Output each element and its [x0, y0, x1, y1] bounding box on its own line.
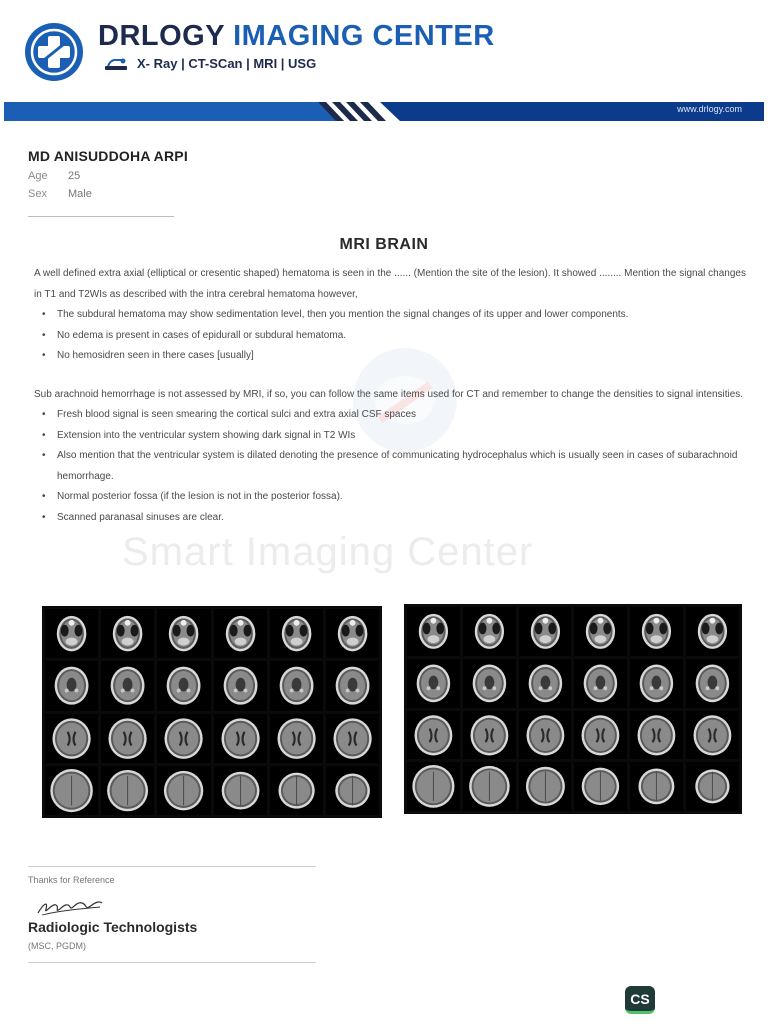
scan-slice	[519, 711, 572, 760]
brain-scan-image	[326, 661, 379, 710]
brain-scan-image	[101, 609, 154, 658]
scan-slice	[45, 766, 98, 815]
scan-slice	[101, 661, 154, 710]
scan-slice	[574, 659, 627, 708]
brain-scan-image	[101, 714, 154, 763]
brain-scan-image	[686, 607, 739, 656]
brand-name-part2: IMAGING CENTER	[233, 20, 495, 52]
scan-slice	[407, 607, 460, 656]
brain-scan-image	[574, 762, 627, 811]
brain-scan-image	[326, 766, 379, 815]
findings-paragraph-1: A well defined extra axial (elliptical or cresentic shaped) hematoma is seen in the ...... (Mention the site of the lesion). It showed ........ Mention the signal changes in T1 and T2WIs as described with the intra cerebral hematoma however,	[34, 268, 746, 300]
brain-scan-image	[214, 661, 267, 710]
brain-scan-image	[407, 659, 460, 708]
findings-list-2	[34, 405, 746, 528]
brain-scan-image	[214, 766, 267, 815]
scan-slice	[45, 714, 98, 763]
scan-slice	[326, 661, 379, 710]
brain-scan-image	[326, 714, 379, 763]
brain-scan-image	[630, 659, 683, 708]
scan-slice	[574, 607, 627, 656]
brain-scan-image	[686, 762, 739, 811]
brain-scan-image	[270, 661, 323, 710]
list-item: • Also mention that the ventricular system is dilated denoting the presence of communicating hydrocephalus which is usually seen in cases of subarachnoid hemorrhage.	[34, 446, 746, 487]
scan-slice	[686, 607, 739, 656]
scan-slice	[101, 714, 154, 763]
report-header	[0, 0, 768, 125]
list-item: • Extension into the ventricular system showing dark signal in T2 WIs	[34, 426, 746, 447]
scan-slice	[463, 607, 516, 656]
brain-scan-grid-left	[42, 606, 382, 818]
scan-slice	[45, 661, 98, 710]
list-item: • No edema is present in cases of epidurall or subdural hematoma.	[34, 326, 746, 347]
brain-scan-image	[45, 661, 98, 710]
brain-scan-image	[574, 711, 627, 760]
scan-slice	[630, 607, 683, 656]
brain-scan-image	[686, 711, 739, 760]
list-item: • The subdural hematoma may show sedimentation level, then you mention the signal changes of its upper and lower components.	[34, 305, 746, 326]
brain-scan-image	[463, 659, 516, 708]
scan-slice	[157, 766, 210, 815]
scan-slice	[686, 711, 739, 760]
scan-slice	[270, 766, 323, 815]
brain-scan-image	[686, 659, 739, 708]
brain-scan-image	[157, 661, 210, 710]
findings-list-1	[34, 305, 746, 367]
scan-slice	[407, 711, 460, 760]
brand-name-part1: DRLOGY	[98, 20, 225, 52]
patient-divider	[28, 216, 174, 217]
patient-info	[28, 148, 228, 200]
scan-slice	[686, 762, 739, 811]
list-item: • No hemosidren seen in there cases [usually]	[34, 346, 746, 367]
brain-scan-image	[45, 609, 98, 658]
scan-slice	[326, 766, 379, 815]
scan-slice	[463, 762, 516, 811]
brain-scan-image	[270, 766, 323, 815]
scan-slice	[630, 711, 683, 760]
findings-paragraph-2: Sub arachnoid hemorrhage is not assessed by MRI, if so, you can follow the same items used for CT and remember to change the densities to signal intensities.	[34, 388, 744, 400]
scan-slice	[157, 714, 210, 763]
brain-scan-grid-right	[404, 604, 742, 814]
scan-slice	[630, 762, 683, 811]
medical-cross-logo-icon	[24, 22, 84, 82]
brain-scan-image	[45, 714, 98, 763]
patient-name: MD ANISUDDOHA ARPI	[28, 148, 188, 164]
scan-slice	[45, 609, 98, 658]
header-band	[4, 102, 764, 121]
brain-scan-image	[463, 711, 516, 760]
age-label: Age	[28, 170, 48, 182]
scan-slice	[407, 762, 460, 811]
technologist-title: Radiologic Technologists	[28, 919, 198, 935]
camscanner-icon: CS	[625, 986, 655, 1014]
website-url: www.drlogy.com	[677, 104, 742, 114]
brain-scan-image	[45, 766, 98, 815]
brand-title	[98, 20, 495, 53]
scan-slice	[463, 711, 516, 760]
scan-slice	[214, 609, 267, 658]
thanks-text: Thanks for Reference	[28, 875, 115, 885]
technologist-credentials: (MSC, PGDM)	[28, 941, 86, 951]
scan-slice	[463, 659, 516, 708]
report-body	[34, 264, 746, 528]
scan-slice	[407, 659, 460, 708]
list-item: • Normal posterior fossa (if the lesion is not in the posterior fossa).	[34, 487, 746, 508]
sex-label: Sex	[28, 188, 47, 200]
brain-scan-image	[407, 762, 460, 811]
scan-slice	[270, 714, 323, 763]
scan-slice	[519, 607, 572, 656]
brain-scan-image	[519, 659, 572, 708]
scan-slice	[214, 714, 267, 763]
scan-slice	[157, 661, 210, 710]
scan-slice	[326, 609, 379, 658]
signature-image	[34, 893, 106, 919]
brain-scan-image	[519, 762, 572, 811]
scan-slice	[686, 659, 739, 708]
brain-scan-image	[101, 766, 154, 815]
brain-scan-image	[630, 711, 683, 760]
brain-scan-image	[157, 714, 210, 763]
brain-scan-image	[630, 762, 683, 811]
watermark-text: Smart Imaging Center	[122, 530, 534, 574]
scan-slice	[326, 714, 379, 763]
xray-machine-icon	[103, 57, 129, 71]
scan-slice	[630, 659, 683, 708]
brain-scan-image	[407, 711, 460, 760]
list-item: • Scanned paranasal sinuses are clear.	[34, 508, 746, 529]
brain-scan-image	[574, 659, 627, 708]
scan-slice	[157, 609, 210, 658]
scan-slice	[270, 661, 323, 710]
scan-slice	[519, 659, 572, 708]
scan-slice	[214, 661, 267, 710]
scan-slice	[574, 711, 627, 760]
brain-scan-image	[519, 607, 572, 656]
scan-slice	[519, 762, 572, 811]
brain-scan-image	[326, 609, 379, 658]
scan-slice	[101, 609, 154, 658]
brain-scan-image	[214, 609, 267, 658]
brain-scan-image	[630, 607, 683, 656]
brain-scan-image	[463, 607, 516, 656]
scan-slice	[270, 609, 323, 658]
sex-row	[28, 188, 228, 200]
age-value: 25	[68, 170, 81, 182]
report-title: MRI BRAIN	[339, 236, 429, 253]
scan-slice	[101, 766, 154, 815]
services-line	[103, 56, 316, 71]
scan-slice	[574, 762, 627, 811]
brain-scan-image	[214, 714, 267, 763]
scan-slice	[214, 766, 267, 815]
brain-scan-image	[157, 766, 210, 815]
brain-scan-image	[270, 609, 323, 658]
services-text: X- Ray | CT-SCan | MRI | USG	[137, 56, 317, 71]
sex-value: Male	[68, 188, 92, 200]
footer-divider-bottom	[28, 962, 316, 963]
brain-scan-image	[157, 609, 210, 658]
brain-scan-image	[407, 607, 460, 656]
list-item: • Fresh blood signal is seen smearing the cortical sulci and extra axial CSF spaces	[34, 405, 746, 426]
brain-scan-image	[574, 607, 627, 656]
brain-scan-image	[270, 714, 323, 763]
age-row	[28, 170, 228, 182]
brain-scan-image	[519, 711, 572, 760]
brain-scan-image	[101, 661, 154, 710]
footer-divider-top	[28, 866, 316, 867]
brain-scan-image	[463, 762, 516, 811]
